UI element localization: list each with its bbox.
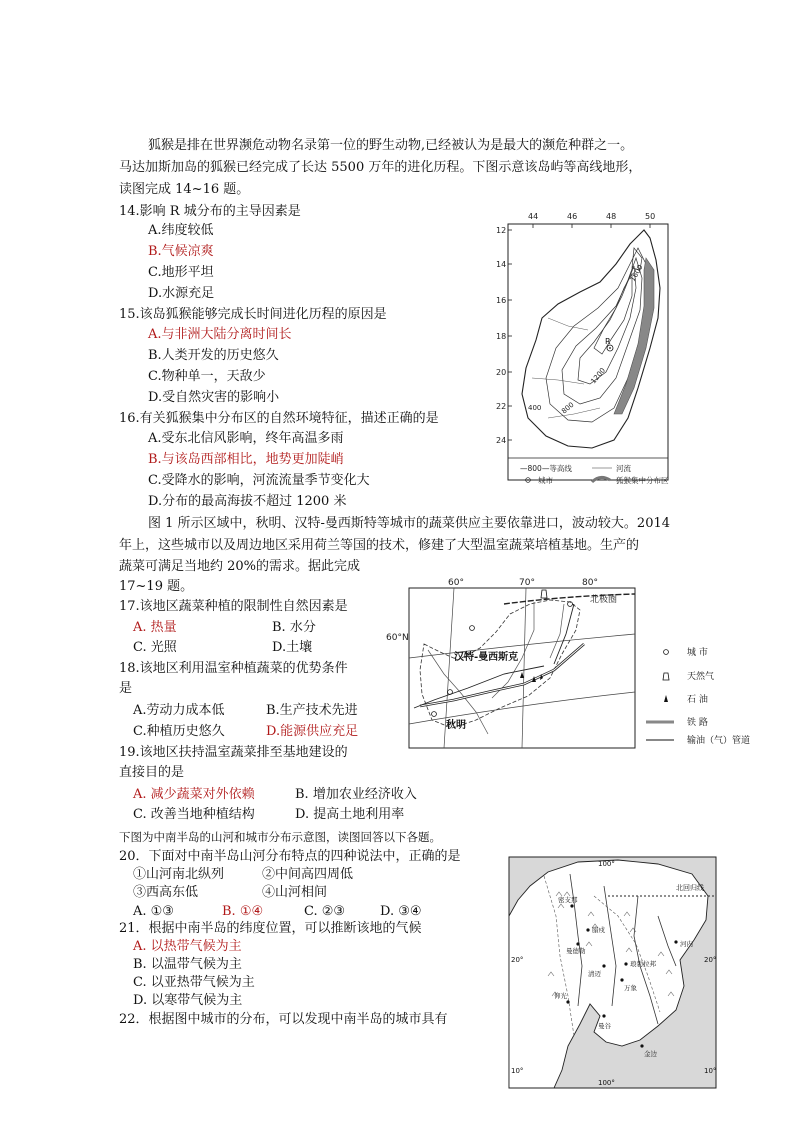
q17-option-c: C. 光照	[133, 640, 177, 655]
intro2-line-1: 图 1 所示区域中，秋明、汉特-曼西斯特等城市的蔬菜供应主要依靠进口，波动较大。2014	[148, 516, 671, 531]
lon-label: 70°	[519, 578, 535, 588]
q18-option-d: D.能源供应充足	[266, 724, 359, 739]
lon-label: 50	[645, 212, 656, 221]
q17-stem: 17.该地区蔬菜种植的限制性自然因素是	[119, 599, 348, 614]
legend-lemur-area: 狐猴集中分布区	[616, 476, 669, 485]
city-label: 河内	[680, 940, 693, 948]
q18-stem-2: 是	[119, 681, 133, 696]
q20-option-a: A. ①③	[133, 904, 174, 919]
intro-line-1: 狐猴是排在世界濒危动物名录第一位的野生动物,已经被认为是最大的濒危种群之一。	[148, 138, 634, 153]
q19-stem-1: 19.该地区扶持温室蔬菜排至基地建设的	[119, 745, 348, 760]
q20-option-d: D. ③④	[380, 904, 422, 919]
q21-option-a: A. 以热带气候为主	[133, 939, 242, 954]
lat-label: 20°	[704, 956, 717, 964]
city-label: 仰光	[554, 992, 567, 1000]
q20-statement-3: ③西高东低	[133, 885, 199, 900]
city-label: 曼谷	[598, 1022, 611, 1030]
contour-label: 800	[560, 400, 576, 416]
city-label: 腊戍	[592, 926, 605, 934]
lon-label: 100°	[598, 1079, 615, 1087]
lat-label: 14	[496, 260, 507, 269]
lon-label: 44	[528, 212, 539, 221]
legend-railway: 铁 路	[687, 718, 708, 728]
q20-stem: 20．下面对中南半岛山河分布特点的四种说法中，正确的是	[119, 849, 461, 864]
q14-option-b: B.气候凉爽	[148, 244, 214, 259]
q21-option-b: B. 以温带气候为主	[133, 957, 242, 972]
q16-option-a: A.受东北信风影响，终年高温多雨	[148, 431, 344, 446]
q15-option-d: D.受自然灾害的影响小	[148, 390, 280, 405]
lat-label: 60°N	[386, 633, 409, 643]
city-label-khanty-mansiysk: 汉特-曼西斯克	[454, 652, 519, 663]
q18-stem-1: 18.该地区利用温室种植蔬菜的优势条件	[119, 661, 348, 676]
lat-label: 10°	[511, 1067, 524, 1075]
q17-option-d: D.土壤	[272, 640, 313, 655]
q21-option-d: D. 以寒带气候为主	[133, 993, 243, 1008]
legend-contour: —800—等高线	[520, 464, 572, 473]
q16-option-d: D.分布的最高海拔不超过 1200 米	[148, 494, 347, 509]
q19-option-b: B. 增加农业经济收入	[295, 787, 417, 802]
q22-stem: 22．根据图中城市的分布，可以发现中南半岛的城市具有	[119, 1012, 448, 1027]
contour-label: 400	[528, 404, 542, 412]
contour-label: 1600	[628, 263, 645, 283]
intro3: 下图为中南半岛的山河和城市分布示意图，读图回答以下各题。	[119, 830, 441, 844]
lon-label: 46	[567, 212, 578, 221]
lon-label: 100°	[598, 860, 615, 868]
q17-option-b: B. 水分	[272, 620, 316, 635]
q18-option-c: C.种植历史悠久	[133, 724, 225, 739]
intro-line-2: 马达加斯加岛的狐猴已经完成了长达 5500 万年的进化历程。下图示意该岛屿等高线地形，	[119, 160, 642, 175]
q18-option-a: A.劳动力成本低	[133, 703, 225, 718]
q21-option-c: C. 以亚热带气候为主	[133, 975, 255, 990]
q20-option-b: B. ①④	[222, 904, 264, 919]
q17-option-a: A. 热量	[133, 620, 177, 635]
west-siberia-map	[384, 574, 776, 750]
city-label: 清迈	[588, 970, 601, 978]
city-label: 密支那	[558, 896, 578, 904]
legend-city: 城市	[538, 476, 553, 485]
lat-label: 24	[496, 436, 507, 445]
lat-label: 16	[496, 296, 507, 305]
lat-label: 20°	[511, 956, 524, 964]
intro2-line-2: 年上，这些城市以及周边地区采用荷兰等国的技术，修建了大型温室蔬菜培植基地。生产的	[119, 538, 640, 553]
madagascar-contour-map	[488, 208, 678, 508]
lat-label: 22	[496, 402, 507, 411]
city-label: 万象	[624, 984, 637, 992]
intro-line-3: 读图完成 14~16 题。	[119, 182, 250, 197]
q19-option-d: D. 提高土地利用率	[295, 807, 405, 822]
lat-label: 18	[496, 332, 507, 341]
q20-statement-1: ①山河南北纵列	[133, 867, 225, 882]
legend-pipeline: 输油（气）管道	[687, 736, 751, 746]
q16-option-c: C.受降水的影响，河流流量季节变化大	[148, 473, 370, 488]
q14-option-a: A.纬度较低	[148, 223, 214, 238]
lon-label: 60°	[448, 578, 464, 588]
lon-label: 80°	[582, 578, 598, 588]
lon-label: 48	[606, 212, 617, 221]
arctic-circle-label: 北极圈	[590, 595, 618, 605]
q20-statement-2: ②中间高四周低	[262, 867, 354, 882]
q18-option-b: B.生产技术先进	[266, 703, 358, 718]
q19-stem-2: 直接目的是	[119, 765, 185, 780]
indochina-map	[508, 856, 718, 1090]
contour-label: 1200	[589, 366, 607, 386]
legend-gas: 天然气	[687, 672, 715, 682]
q14-option-d: D.水源充足	[148, 286, 215, 301]
q19-option-c: C. 改善当地种植结构	[133, 807, 255, 822]
city-label: 琅勃拉邦	[630, 960, 656, 968]
legend-oil: 石 油	[687, 695, 708, 705]
q21-stem: 21．根据中南半岛的纬度位置，可以推断该地的气候	[119, 921, 422, 936]
legend-river: 河流	[616, 464, 631, 473]
lat-label: 12	[496, 226, 507, 235]
city-r-label: R	[605, 337, 611, 346]
lat-label: 20	[496, 368, 507, 377]
q20-option-c: C. ②③	[304, 904, 346, 919]
q14-option-c: C.地形平坦	[148, 265, 214, 280]
legend-city: 城 市	[687, 648, 708, 658]
intro2-line-3: 蔬菜可满足当地约 20%的需求。据此完成	[119, 559, 361, 574]
q15-option-c: C.物种单一，天敌少	[148, 369, 266, 384]
q20-statement-4: ④山河相间	[262, 885, 328, 900]
q19-option-a: A. 减少蔬菜对外依赖	[133, 787, 255, 802]
q15-stem: 15.该岛狐猴能够完成长时间进化历程的原因是	[119, 307, 387, 322]
q16-stem: 16.有关狐猴集中分布区的自然环境特征，描述正确的是	[119, 411, 439, 426]
intro2-line-4: 17~19 题。	[119, 579, 194, 594]
tropic-label: 北回归线	[676, 884, 704, 892]
q15-option-a: A.与非洲大陆分离时间长	[148, 327, 292, 342]
lat-label: 10°	[704, 1067, 717, 1075]
q14-stem: 14.影响 R 城分布的主导因素是	[119, 204, 301, 219]
city-label: 曼德勒	[566, 947, 586, 955]
city-label: 金边	[644, 1050, 657, 1058]
q16-option-b: B.与该岛西部相比，地势更加陡峭	[148, 452, 344, 467]
city-label-tyumen: 秋明	[446, 720, 466, 731]
q15-option-b: B.人类开发的历史悠久	[148, 348, 279, 363]
